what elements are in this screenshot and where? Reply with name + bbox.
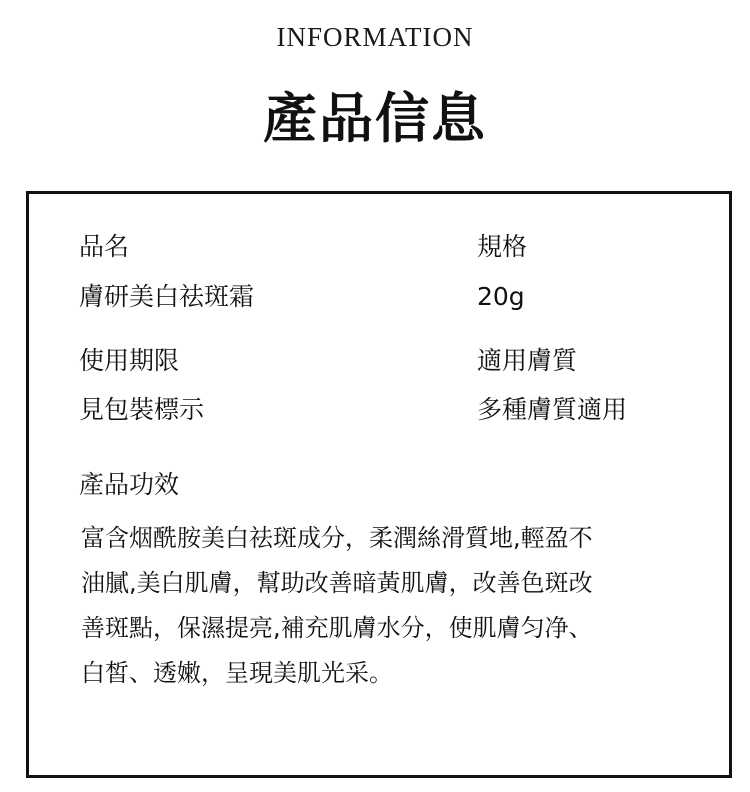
effect-line: 富含烟酰胺美白祛斑成分，柔潤絲滑質地,輕盈不	[81, 524, 593, 552]
spec-label: 規格	[477, 232, 528, 261]
effect-label: 產品功效	[79, 470, 180, 499]
page-title: 產品信息	[263, 87, 487, 150]
spec-value: 20g	[477, 282, 525, 311]
product-name-value: 膚研美白祛斑霜	[79, 282, 255, 311]
skin-type-label: 適用膚質	[477, 346, 578, 375]
expiry-label: 使用期限	[79, 346, 180, 375]
effect-line: 白皙、透嫩，呈現美肌光采。	[81, 659, 393, 687]
skin-type-value: 多種膚質適用	[477, 395, 628, 424]
effect-description	[81, 516, 681, 696]
expiry-value: 見包裝標示	[79, 395, 205, 424]
effect-line: 油膩,美白肌膚，幫助改善暗黃肌膚，改善色斑改	[81, 569, 593, 597]
product-name-label: 品名	[79, 232, 130, 261]
effect-line: 善斑點，保濕提亮,補充肌膚水分，使肌膚匀净、	[81, 614, 593, 642]
section-eyebrow: INFORMATION	[276, 22, 474, 52]
product-info-card	[26, 191, 732, 778]
